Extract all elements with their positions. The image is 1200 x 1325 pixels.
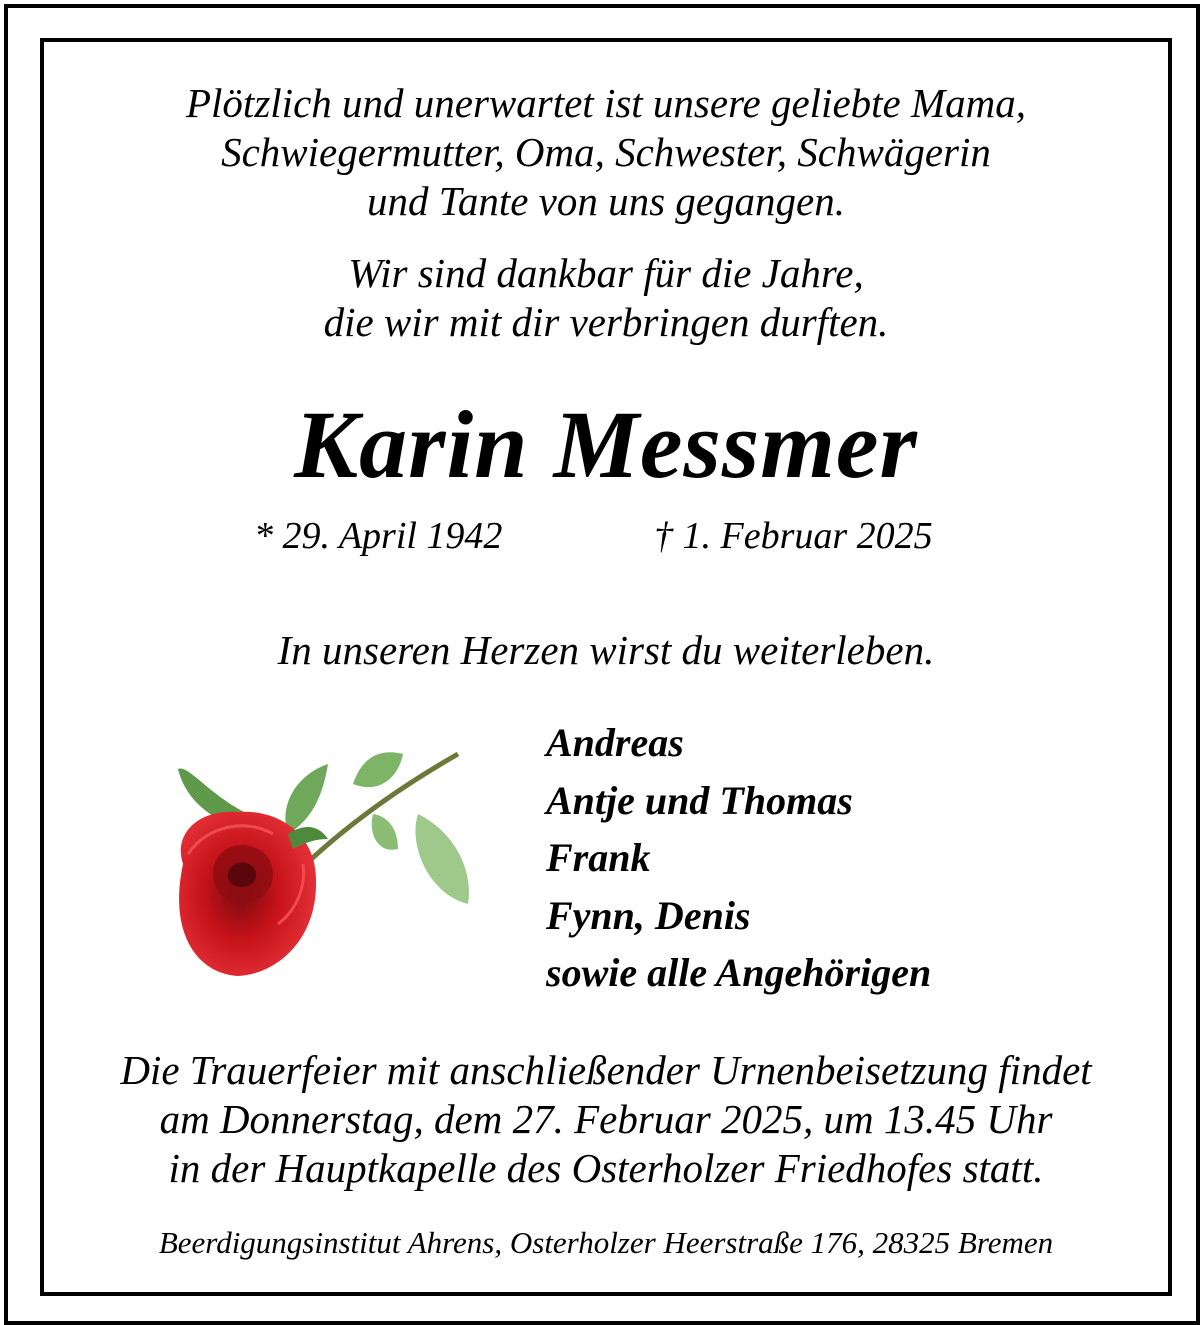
mourner-name: Fynn, Denis xyxy=(546,892,751,938)
intro-line-3: und Tante von uns gegangen. xyxy=(367,178,845,224)
mourner-name: sowie alle Angehörigen xyxy=(546,950,932,995)
mourners-list xyxy=(546,714,1106,1002)
outer-border xyxy=(4,4,1200,1325)
deceased-name: Karin Messmer xyxy=(294,391,918,498)
motto: In unseren Herzen wirst du weiterleben. xyxy=(277,627,935,673)
gratitude-line-2: die wir mit dir verbringen durften. xyxy=(323,299,889,345)
service-line-2: am Donnerstag, dem 27. Februar 2025, um 13.45 Uhr xyxy=(159,1096,1053,1142)
mourner-name: Andreas xyxy=(546,720,684,765)
mourner-name: Frank xyxy=(546,835,651,880)
obituary-frame xyxy=(40,38,1172,1296)
intro-line-1: Plötzlich und unerwartet ist unsere geliebte Mama, xyxy=(186,80,1026,126)
death-date: † 1. Februar 2025 xyxy=(654,515,933,557)
gratitude-line-1: Wir sind dankbar für die Jahre, xyxy=(348,250,864,296)
mourner-name: Antje und Thomas xyxy=(546,777,853,823)
birth-date: * 29. April 1942 xyxy=(254,515,503,557)
service-line-3: in der Hauptkapelle des Osterholzer Friedhofes statt. xyxy=(168,1145,1044,1191)
service-line-1: Die Trauerfeier mit anschließender Urnenbeisetzung findet xyxy=(120,1047,1092,1093)
intro-line-2: Schwiegermutter, Oma, Schwester, Schwägerin xyxy=(221,129,991,175)
funeral-home-address: Beerdigungsinstitut Ahrens, Osterholzer Heerstraße 176, 28325 Bremen xyxy=(158,1225,1054,1260)
rose-image xyxy=(128,724,488,994)
